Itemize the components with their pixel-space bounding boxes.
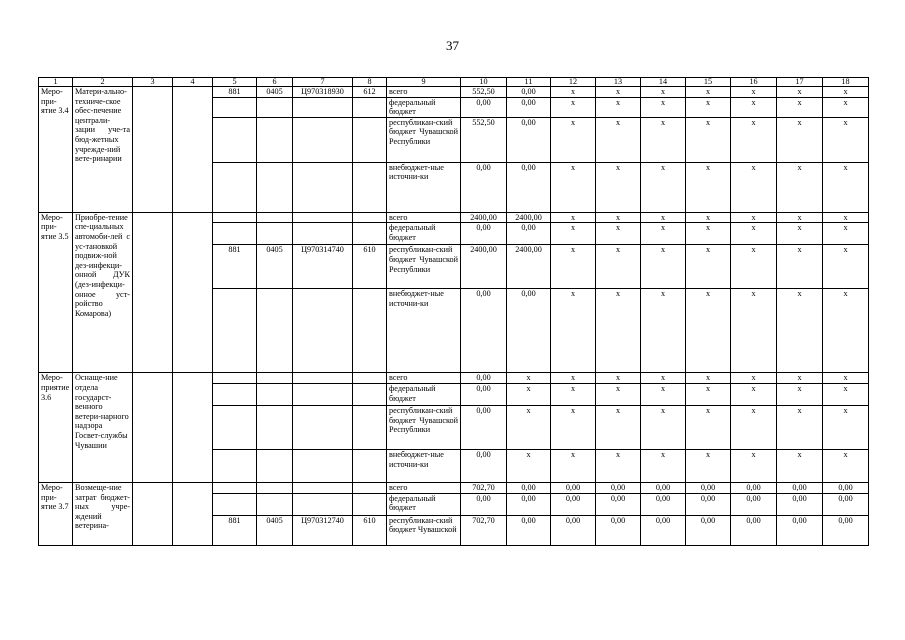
header-row [39,78,869,87]
value-cell: x [507,383,551,405]
value-cell: 0,00 [596,493,641,515]
event-name-cell: Оснаще-ние отдела государст-венного ветери-нарного надзора Госвет-службы Чувашии [73,373,133,483]
value-cell: x [507,449,551,482]
value-cell: x [777,87,823,98]
code-cell: 612 [353,87,387,98]
value-cell: x [641,87,686,98]
value-cell: x [641,97,686,117]
value-cell: 0,00 [461,383,507,405]
value-cell: 0,00 [461,449,507,482]
value-cell: x [823,97,869,117]
header-cell: 2 [73,78,133,87]
value-cell: x [641,245,686,289]
value-cell: x [731,383,777,405]
code-cell [257,223,293,245]
code-cell: 0405 [257,515,293,545]
value-cell: 0,00 [461,405,507,449]
value-cell: x [777,449,823,482]
value-cell: x [641,383,686,405]
header-cell: 9 [387,78,461,87]
code-cell [353,212,387,223]
value-cell: 0,00 [461,289,507,373]
code-cell: 0405 [257,87,293,98]
code-cell [257,493,293,515]
value-cell: x [551,162,596,212]
value-cell: x [823,405,869,449]
event-number-cell: Меро-при-ятие 3.7 [39,482,73,545]
code-cell: Ц970318930 [293,87,353,98]
value-cell: x [551,383,596,405]
value-cell: 0,00 [461,223,507,245]
code-cell [293,117,353,162]
value-cell: x [777,405,823,449]
value-cell: 0,00 [731,482,777,493]
value-cell: 0,00 [596,482,641,493]
value-cell: x [777,223,823,245]
value-cell: x [686,289,731,373]
value-cell: x [731,212,777,223]
value-cell: 2400,00 [461,212,507,223]
header-cell: 17 [777,78,823,87]
funding-source-cell: федеральный бюджет [387,383,461,405]
value-cell: 0,00 [686,482,731,493]
value-cell: 0,00 [461,493,507,515]
code-cell: 610 [353,245,387,289]
header-cell: 14 [641,78,686,87]
value-cell: 0,00 [823,482,869,493]
code-cell [213,373,257,384]
code-cell [293,449,353,482]
value-cell: x [823,383,869,405]
value-cell: 0,00 [823,493,869,515]
budget-table [38,77,869,546]
value-cell: x [596,117,641,162]
code-cell: 610 [353,515,387,545]
value-cell: 0,00 [686,515,731,545]
value-cell: x [596,87,641,98]
event-name-cell: Матери-ально-техниче-ское обес-печение централи-зации уче-та бюд-жетных учрежде-ний вете-ринарии [73,87,133,213]
value-cell: 0,00 [507,97,551,117]
value-cell: 0,00 [777,482,823,493]
value-cell: x [507,405,551,449]
event-number-cell: Меро-при-ятие 3.5 [39,212,73,373]
empty-cell [133,482,173,545]
value-cell: x [641,373,686,384]
value-cell: 0,00 [461,97,507,117]
value-cell: 702,70 [461,515,507,545]
code-cell [213,212,257,223]
code-cell [257,449,293,482]
value-cell: x [596,449,641,482]
value-cell: x [686,162,731,212]
code-cell [257,97,293,117]
value-cell: 0,00 [507,87,551,98]
code-cell [213,449,257,482]
funding-source-cell: внебюджет-ные источни-ки [387,162,461,212]
value-cell: 702,70 [461,482,507,493]
code-cell [353,383,387,405]
value-cell: x [686,373,731,384]
code-cell [257,405,293,449]
header-cell: 18 [823,78,869,87]
value-cell: x [731,117,777,162]
value-cell: x [596,212,641,223]
header-cell: 6 [257,78,293,87]
value-cell: x [731,223,777,245]
value-cell: x [731,373,777,384]
code-cell [293,289,353,373]
empty-cell [133,373,173,483]
value-cell: 2400,00 [507,245,551,289]
code-cell [257,162,293,212]
value-cell: x [731,405,777,449]
value-cell: x [731,162,777,212]
value-cell: x [686,449,731,482]
value-cell: x [596,245,641,289]
value-cell: x [731,245,777,289]
value-cell: x [777,212,823,223]
value-cell: x [777,117,823,162]
funding-source-cell: всего [387,482,461,493]
event-number-cell: Меро-приятие 3.6 [39,373,73,483]
code-cell [293,493,353,515]
value-cell: x [777,373,823,384]
code-cell: 881 [213,515,257,545]
value-cell: x [507,373,551,384]
code-cell [257,212,293,223]
value-cell: 0,00 [551,515,596,545]
value-cell: x [777,383,823,405]
code-cell [257,289,293,373]
header-cell: 10 [461,78,507,87]
funding-source-cell: федеральный бюджет [387,97,461,117]
code-cell [353,162,387,212]
code-cell [293,482,353,493]
funding-source-cell: республикан-ский бюджет Чувашской Республики [387,245,461,289]
value-cell: x [551,223,596,245]
value-cell: x [686,405,731,449]
value-cell: x [641,405,686,449]
code-cell [293,223,353,245]
code-cell [353,449,387,482]
value-cell: 0,00 [551,482,596,493]
funding-source-cell: внебюджет-ные источни-ки [387,289,461,373]
value-cell: x [641,449,686,482]
code-cell [257,117,293,162]
value-cell: x [686,212,731,223]
funding-source-cell: федеральный бюджет [387,493,461,515]
value-cell: 0,00 [507,515,551,545]
value-cell: 0,00 [823,515,869,545]
value-cell: 0,00 [507,162,551,212]
value-cell: 0,00 [777,493,823,515]
value-cell: x [777,289,823,373]
code-cell [213,162,257,212]
value-cell: x [686,223,731,245]
code-cell [353,373,387,384]
funding-source-cell: федеральный бюджет [387,223,461,245]
code-cell [213,405,257,449]
value-cell: x [596,383,641,405]
event-name-cell: Приобре-тение спе-циальных автомоби-лей с ус-тановкой подвиж-ной дез-инфекци-онной ДУК (дез-инфекци-онное уст-ройство Комарова) [73,212,133,373]
value-cell: 2400,00 [461,245,507,289]
value-cell: x [823,87,869,98]
value-cell: x [551,405,596,449]
code-cell [353,97,387,117]
header-cell: 16 [731,78,777,87]
value-cell: x [823,373,869,384]
code-cell: Ц970312740 [293,515,353,545]
value-cell: x [641,212,686,223]
funding-source-cell: республикан-ский бюджет Чувашской Республики [387,117,461,162]
empty-cell [173,212,213,373]
code-cell [293,162,353,212]
table-row [39,87,869,98]
page-number: 37 [446,38,459,53]
code-cell [293,212,353,223]
funding-source-cell: республикан-ский бюджет Чувашской [387,515,461,545]
empty-cell [173,482,213,545]
code-cell [257,383,293,405]
code-cell [293,383,353,405]
code-cell [213,117,257,162]
value-cell: x [551,117,596,162]
code-cell [213,289,257,373]
value-cell: x [596,405,641,449]
empty-cell [173,87,213,213]
header-cell: 12 [551,78,596,87]
value-cell: 0,00 [731,515,777,545]
header-cell: 3 [133,78,173,87]
value-cell: x [823,245,869,289]
funding-source-cell: внебюджет-ные источни-ки [387,449,461,482]
code-cell [213,482,257,493]
code-cell [293,373,353,384]
value-cell: 0,00 [461,373,507,384]
value-cell: 0,00 [641,493,686,515]
value-cell: x [823,162,869,212]
code-cell [353,289,387,373]
value-cell: x [731,449,777,482]
value-cell: x [596,223,641,245]
code-cell: 0405 [257,245,293,289]
empty-cell [133,87,173,213]
code-cell [353,405,387,449]
code-cell [257,373,293,384]
value-cell: x [596,373,641,384]
value-cell: x [596,97,641,117]
header-cell: 11 [507,78,551,87]
value-cell: x [551,97,596,117]
code-cell [353,493,387,515]
header-cell: 1 [39,78,73,87]
code-cell [213,383,257,405]
value-cell: x [823,289,869,373]
value-cell: x [823,223,869,245]
code-cell: 881 [213,245,257,289]
value-cell: x [777,245,823,289]
code-cell [353,223,387,245]
value-cell: x [551,87,596,98]
value-cell: 552,50 [461,87,507,98]
event-name-cell: Возмеще-ние затрат бюджет-ных учре-ждений ветерина- [73,482,133,545]
value-cell: x [596,289,641,373]
code-cell: 881 [213,87,257,98]
value-cell: 0,00 [507,289,551,373]
value-cell: 0,00 [777,515,823,545]
value-cell: x [641,117,686,162]
value-cell: x [731,289,777,373]
table-row [39,482,869,493]
value-cell: 0,00 [686,493,731,515]
value-cell: x [686,117,731,162]
value-cell: 552,50 [461,117,507,162]
value-cell: x [641,162,686,212]
value-cell: x [823,449,869,482]
table-body [39,78,869,546]
value-cell: x [777,97,823,117]
code-cell [353,117,387,162]
code-cell [353,482,387,493]
value-cell: 0,00 [641,515,686,545]
header-cell: 8 [353,78,387,87]
value-cell: x [731,87,777,98]
value-cell: x [551,289,596,373]
code-cell [293,405,353,449]
code-cell [257,482,293,493]
value-cell: 0,00 [461,162,507,212]
value-cell: 0,00 [596,515,641,545]
value-cell: x [823,212,869,223]
event-number-cell: Меро-при-ятие 3.4 [39,87,73,213]
empty-cell [133,212,173,373]
value-cell: 0,00 [507,493,551,515]
table-row [39,212,869,223]
header-cell: 7 [293,78,353,87]
empty-cell [173,373,213,483]
value-cell: x [686,245,731,289]
value-cell: 0,00 [507,482,551,493]
value-cell: 2400,00 [507,212,551,223]
funding-source-cell: республикан-ский бюджет Чувашской Республики [387,405,461,449]
header-cell: 13 [596,78,641,87]
value-cell: 0,00 [641,482,686,493]
value-cell: x [686,87,731,98]
table-row [39,373,869,384]
value-cell: x [641,223,686,245]
funding-source-cell: всего [387,87,461,98]
code-cell: Ц970314740 [293,245,353,289]
funding-source-cell: всего [387,212,461,223]
value-cell: 0,00 [551,493,596,515]
value-cell: x [551,449,596,482]
value-cell: x [551,212,596,223]
value-cell: x [551,245,596,289]
value-cell: x [823,117,869,162]
value-cell: x [731,97,777,117]
header-cell: 5 [213,78,257,87]
value-cell: x [641,289,686,373]
value-cell: 0,00 [507,223,551,245]
header-cell: 4 [173,78,213,87]
value-cell: x [551,373,596,384]
value-cell: x [777,162,823,212]
value-cell: x [686,97,731,117]
code-cell [213,493,257,515]
code-cell [293,97,353,117]
value-cell: 0,00 [731,493,777,515]
code-cell [213,223,257,245]
code-cell [213,97,257,117]
funding-source-cell: всего [387,373,461,384]
value-cell: x [596,162,641,212]
value-cell: 0,00 [507,117,551,162]
value-cell: x [686,383,731,405]
header-cell: 15 [686,78,731,87]
